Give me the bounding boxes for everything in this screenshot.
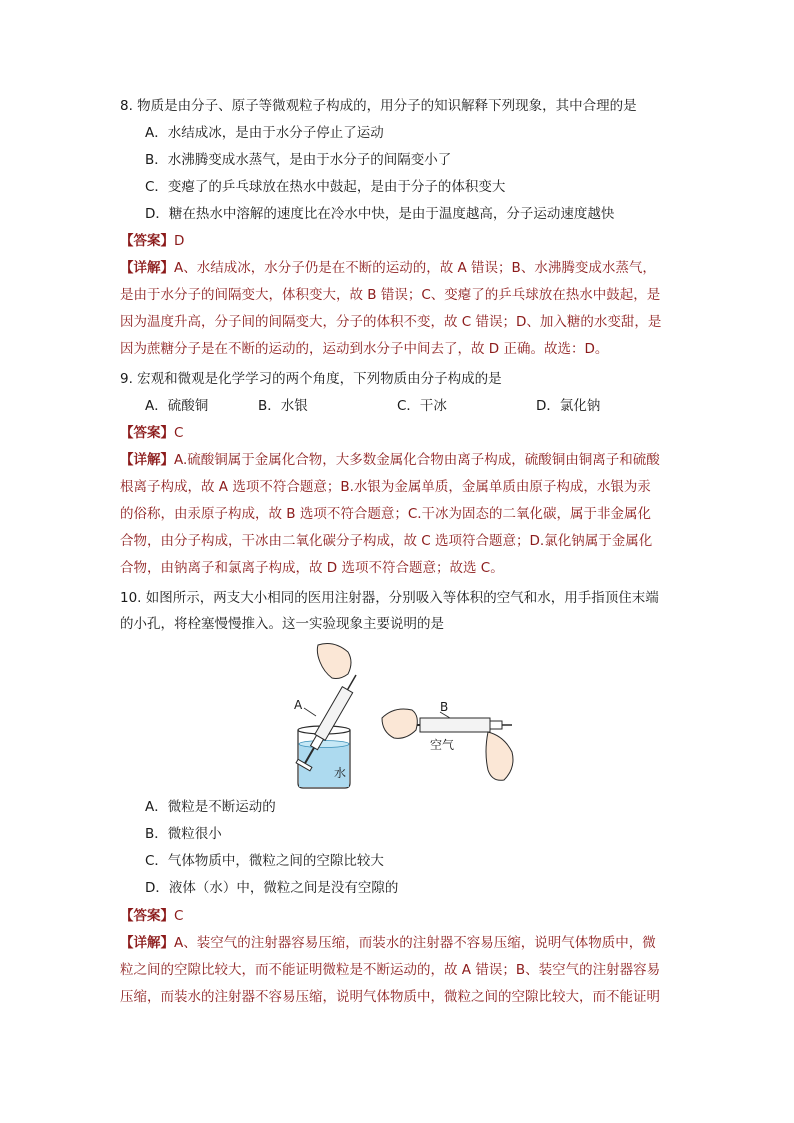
q8-detail-line-2: 是由于水分子的间隔变大，体积变大，故 B 错误；C、变瘪了的乒乓球放在热水中鼓起，是 — [120, 287, 661, 303]
q9-detail-line-2: 根离子构成，故 A 选项不符合题意；B.水银为金属单质，金属单质由原子构成，水银为汞 — [120, 479, 651, 495]
hand-b-left-icon — [382, 709, 417, 738]
q9-option-b: B．水银 — [258, 398, 308, 414]
q9-option-d: D．氯化钠 — [536, 398, 601, 414]
q10-option-a: A．微粒是不断运动的 — [145, 799, 276, 815]
q10-option-d: D．液体（水）中，微粒之间是没有空隙的 — [145, 880, 399, 896]
q8-detail-text-1: A、水结成冰，水分子仍是在不断的运动的，故 A 错误；B、水沸腾变成水蒸气， — [174, 260, 656, 276]
q9-detail-line-4: 合物，由分子构成，干冰由二氧化碳分子构成，故 C 选项符合题意；D.氯化钠属于金属化 — [120, 533, 653, 549]
q9-answer-label: 【答案】 — [120, 425, 174, 441]
q8-detail-line-3: 因为温度升高，分子间的间隔变大，分子的体积不变，故 C 错误；D、加入糖的水变甜，是 — [120, 314, 662, 330]
q9-stem: 9. 宏观和微观是化学学习的两个角度，下列物质由分子构成的是 — [120, 371, 502, 387]
q10-detail-line-2: 粒之间的空隙比较大，而不能证明微粒是不断运动的，故 A 错误；B、装空气的注射器容易 — [120, 962, 661, 978]
q10-detail-label: 【详解】 — [120, 935, 174, 951]
q10-detail-line-3: 压缩，而装水的注射器不容易压缩，说明气体物质中，微粒之间的空隙比较大，而不能证明 — [120, 989, 660, 1005]
q8-stem: 8. 物质是由分子、原子等微观粒子构成的，用分子的知识解释下列现象，其中合理的是 — [120, 98, 637, 114]
figure-label-a: A — [294, 698, 303, 712]
q10-answer-label: 【答案】 — [120, 908, 174, 924]
q10-stem-line-1: 10. 如图所示，两支大小相同的医用注射器，分别吸入等体积的空气和水，用手指顶住末端 — [120, 590, 659, 606]
q10-answer — [120, 908, 183, 924]
q10-stem-line-2: 的小孔，将栓塞慢慢推入。这一实验现象主要说明的是 — [120, 616, 444, 632]
q8-detail-line-4: 因为蔗糖分子是在不断的运动的，运动到水分子中间去了，故 D 正确。故选：D。 — [120, 341, 609, 357]
q8-answer-label: 【答案】 — [120, 233, 174, 249]
q8-detail-line-1 — [120, 260, 656, 276]
q10-option-c: C．气体物质中，微粒之间的空隙比较大 — [145, 853, 384, 869]
q10-detail-line-1 — [120, 935, 656, 951]
figure-label-air: 空气 — [430, 738, 455, 752]
q10-option-b: B．微粒很小 — [145, 826, 222, 842]
figure-label-water: 水 — [334, 766, 347, 780]
figure-label-b: B — [440, 700, 449, 714]
q9-detail-line-1 — [120, 452, 660, 468]
q8-option-d: D．糖在热水中溶解的速度比在冷水中快，是由于温度越高，分子运动速度越快 — [145, 206, 615, 222]
q9-option-c: C．干冰 — [397, 398, 447, 414]
q9-answer — [120, 425, 183, 441]
q9-detail-line-3: 的俗称，由汞原子构成，故 B 选项不符合题意；C.干冰为固态的二氧化碳，属于非金属化 — [120, 506, 652, 522]
q8-answer-value: D — [174, 233, 185, 249]
q9-detail-line-5: 合物，由钠离子和氯离子构成，故 D 选项不符合题意；故选 C。 — [120, 560, 504, 576]
syringe-b-icon — [402, 717, 512, 733]
q8-option-a: A．水结成冰，是由于水分子停止了运动 — [145, 125, 384, 141]
q9-option-a: A．硫酸铜 — [145, 398, 209, 414]
syringe-figure — [290, 640, 520, 790]
q9-detail-label: 【详解】 — [120, 452, 174, 468]
q9-detail-text-1: A.硫酸铜属于金属化合物，大多数金属化合物由离子构成，硫酸铜由铜离子和硫酸 — [174, 452, 660, 468]
q10-answer-value: C — [174, 908, 184, 924]
syringe-illustration — [290, 640, 520, 790]
hand-b-right-icon — [486, 732, 513, 780]
q8-option-b: B．水沸腾变成水蒸气，是由于水分子的间隔变小了 — [145, 152, 452, 168]
q10-detail-text-1: A、装空气的注射器容易压缩，而装水的注射器不容易压缩，说明气体物质中，微 — [174, 935, 656, 951]
q8-answer — [120, 233, 184, 249]
q9-answer-value: C — [174, 425, 184, 441]
hand-a-icon — [317, 644, 351, 679]
q8-detail-label: 【详解】 — [120, 260, 174, 276]
q8-option-c: C．变瘪了的乒乓球放在热水中鼓起，是由于分子的体积变大 — [145, 179, 506, 195]
